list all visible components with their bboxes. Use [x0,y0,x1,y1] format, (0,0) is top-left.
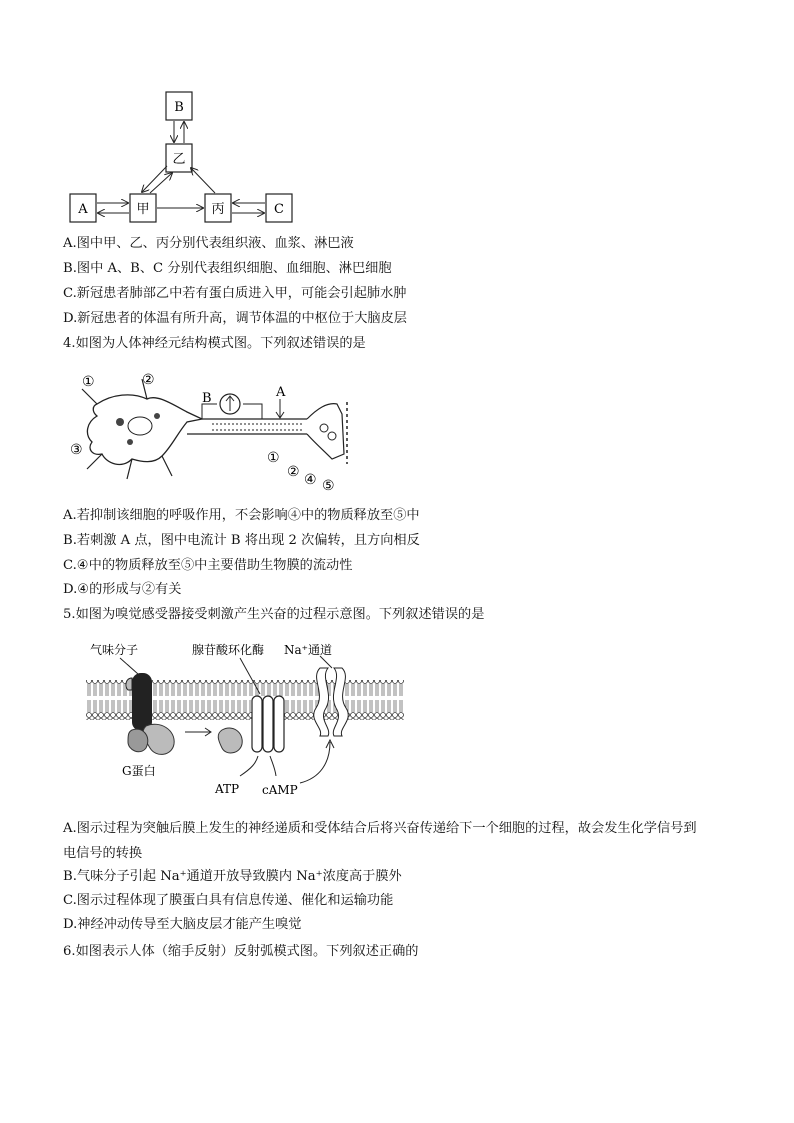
label-2-top: ② [142,372,155,388]
q4-option-a: A.若抑制该细胞的呼吸作用，不会影响④中的物质释放至⑤中 [63,508,420,523]
arrow-yi-jia [142,166,167,192]
na-channel-label: Na⁺通道 [284,643,332,657]
odor-molecule-label: 气味分子 [90,643,139,657]
organelle [127,439,133,445]
olfactory-receptor-figure [80,638,410,808]
q6-stem: 6.如图表示人体（缩手反射）反射弧模式图。下列叙述正确的 [63,944,419,959]
label-b: B [202,391,212,406]
label-4: ④ [304,472,317,488]
q3-option-b: B.图中 A、B、C 分别代表组织细胞、血细胞、淋巴细胞 [63,261,392,276]
nucleus [128,417,152,435]
q4-stem: 4.如图为人体神经元结构模式图。下列叙述错误的是 [63,336,366,351]
galvanometer-leads [202,404,262,419]
camp-label: cAMP [262,783,298,797]
synaptic-vesicle [328,432,336,440]
membrane-charges [212,424,302,430]
q4-option-b: B.若刺激 A 点，图中电流计 B 将出现 2 次偏转，且方向相反 [63,533,420,548]
label-3: ③ [70,442,83,458]
channel-pointer [320,656,332,668]
enzyme-label: 腺苷酸环化酶 [192,643,265,657]
synaptic-vesicle [320,424,328,432]
neuron-figure [62,364,362,494]
cell-body [87,395,202,465]
odor-pointer [120,658,138,674]
q5-option-a-line1: A.图示过程为突触后膜上发生的神经递质和受体结合后将兴奋传递给下一个细胞的过程，故会发生化学信号到 [63,821,697,836]
box-c-label: C [274,202,284,217]
q4-option-c: C.④中的物质释放至⑤中主要借助生物膜的流动性 [63,558,353,573]
label-5: ⑤ [322,478,335,494]
q3-option-c: C.新冠患者肺部乙中若有蛋白质进入甲，可能会引起肺水肿 [63,286,407,301]
label-a: A [276,385,286,400]
activation-arrow [185,728,211,736]
body-fluid-diagram [62,88,302,228]
q4-option-d: D.④的形成与②有关 [63,582,182,597]
atp-label: ATP [215,782,240,796]
stimulus-arrow-a [276,399,284,418]
camp-to-channel-arrow [300,740,334,783]
g-protein-alpha [128,729,148,752]
label-1-right: ① [267,450,280,466]
adenylate-cyclase-2 [263,696,273,752]
g-protein-label: G蛋白 [122,764,156,778]
arrow-jia-yi [150,173,172,193]
galvanometer-needle [226,396,234,411]
label-1-left: ① [82,374,95,390]
q5-option-d: D.神经冲动传导至大脑皮层才能产生嗅觉 [63,917,302,932]
odorant-receptor [132,673,152,731]
dendrite [82,379,172,479]
box-yi-label: 乙 [172,152,186,167]
q3-option-a: A.图中甲、乙、丙分别代表组织液、血浆、淋巴液 [63,236,354,251]
adenylate-cyclase-3 [274,696,284,752]
receptor-light-part [126,678,132,690]
box-b-label: B [174,100,184,115]
q3-option-d: D.新冠患者的体温有所升高，调节体温的中枢位于大脑皮层 [63,311,407,326]
label-2-right: ② [287,464,300,480]
q5-option-c: C.图示过程体现了膜蛋白具有信息传递、催化和运输功能 [63,893,394,908]
atp-arrow [240,756,258,776]
organelle [116,418,124,426]
organelle [154,413,160,419]
arrow-bing-yi [191,168,215,193]
box-a-label: A [78,202,88,217]
q5-stem: 5.如图为嗅觉感受器接受刺激产生兴奋的过程示意图。下列叙述错误的是 [63,607,485,622]
adenylate-cyclase-1 [252,696,262,752]
activated-g-alpha [218,728,242,753]
q5-option-b: B.气味分子引起 Na⁺通道开放导致膜内 Na⁺浓度高于膜外 [63,869,402,884]
box-jia-label: 甲 [136,202,150,217]
box-bing-label: 丙 [211,202,225,217]
q5-option-a-line2: 电信号的转换 [63,846,143,861]
camp-arrow [270,756,276,776]
